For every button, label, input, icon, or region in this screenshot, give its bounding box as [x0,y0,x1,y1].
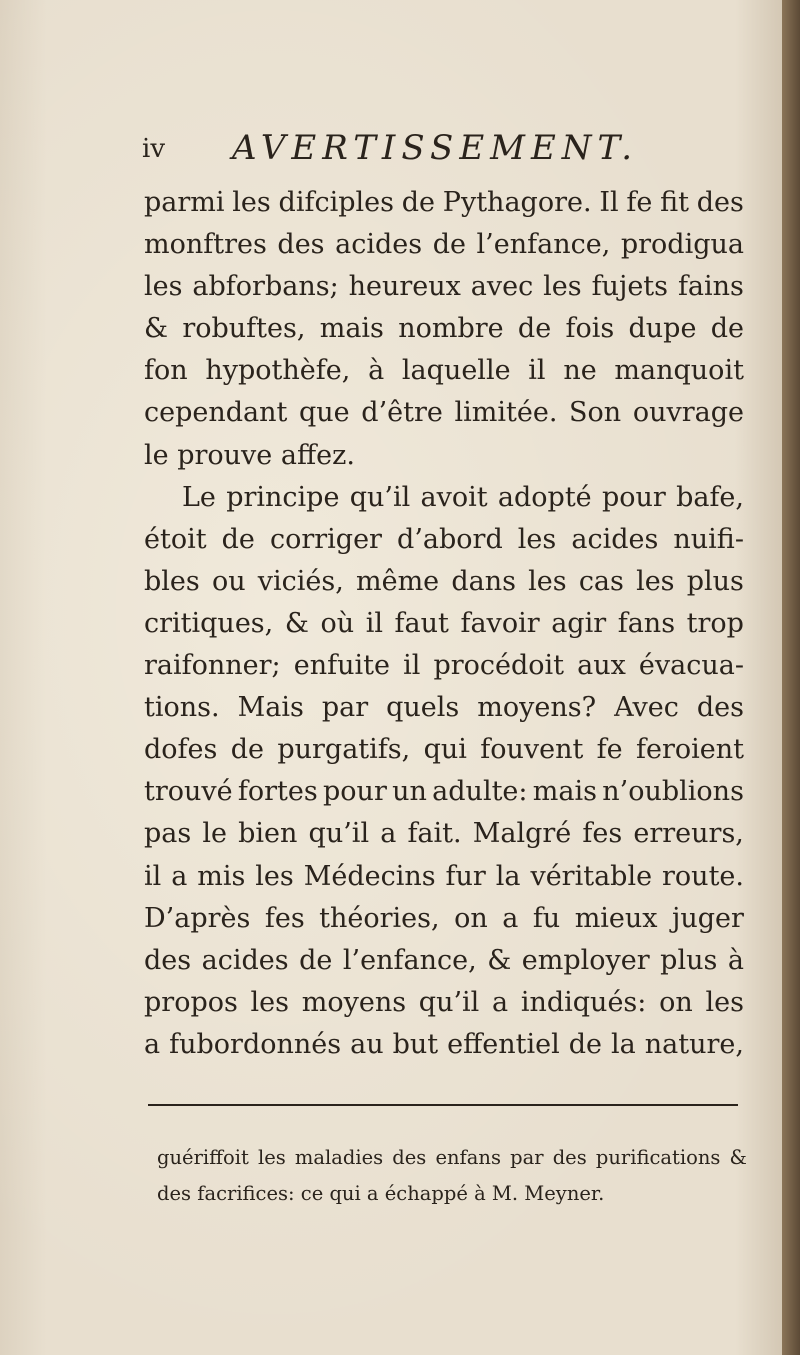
text-line: a fubordonnés au but effentiel de la nature, [144,1028,744,1060]
text-line: D’après fes théories, on a fu mieux juger [144,902,744,934]
text-line-paragraph-start: Le principe qu’il avoit adopté pour bafe, [182,481,744,513]
footnote-line: des facrifices: ce qui a échappé à M. Meyner. [157,1182,605,1205]
text-line: propos les moyens qu’il a indiqués: on les [144,986,744,1018]
body-text [144,182,744,1066]
text-line: les abforbans; heureux avec les fujets fains [144,271,744,303]
text-line: & robuftes, mais nombre de fois dupe de [144,313,744,345]
text-line: critiques, & où il faut favoir agir fans trop [144,607,744,639]
text-line: parmi les difciples de Pythagore. Il fe fit des [144,187,744,218]
text-line: bles ou viciés, même dans les cas les plus [144,565,744,597]
footnote-line: guériffoit les maladies des enfans par des purifications & [157,1146,747,1169]
footnote-rule [148,1104,738,1106]
text-line: fon hypothèfe, à laquelle il ne manquoit [144,355,744,387]
running-head [142,128,762,172]
text-line: cependant que d’être limitée. Son ouvrage [144,397,744,429]
text-line: monftres des acides de l’enfance, prodigua [144,229,744,261]
page-number: iv [142,134,166,164]
text-line: pas le bien qu’il a fait. Malgré fes erreurs, [144,818,744,850]
text-line: il a mis les Médecins fur la véritable route. [144,860,744,892]
text-line-paragraph-end: le prouve affez. [144,439,355,471]
text-line: tions. Mais par quels moyens? Avec des [144,692,744,724]
text-line: étoit de corriger d’abord les acides nuifi- [144,523,744,555]
text-line: des acides de l’enfance, & employer plus à [144,944,744,976]
page-edge [782,0,800,1355]
text-line: dofes de purgatifs, qui fouvent fe feroient [144,734,744,766]
text-line: raifonner; enfuite il procédoit aux évacua- [144,650,744,682]
running-title: AVERTISSEMENT. [232,128,639,168]
text-line: trouvé fortes pour un adulte: mais n’oublions [144,776,744,808]
footnote [157,1140,747,1212]
